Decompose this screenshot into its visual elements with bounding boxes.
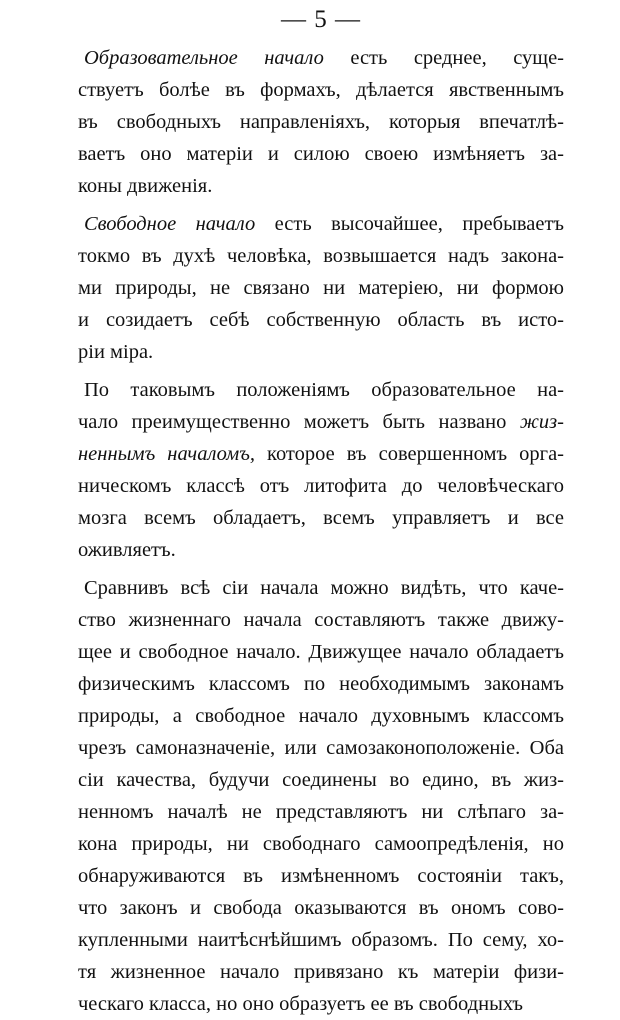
text-segment: токмо въ духѣ человѣка, возвышается надъ закона- bbox=[78, 245, 564, 267]
text-line bbox=[78, 304, 564, 336]
text-segment: чрезъ самоназначеніе, или самозаконоположеніе. Оба bbox=[78, 737, 564, 759]
text-segment: ріи міра. bbox=[78, 341, 154, 363]
text-line bbox=[78, 534, 564, 566]
text-line bbox=[78, 924, 564, 956]
text-segment: которое въ совершенномъ орга- bbox=[254, 443, 564, 465]
text-segment: въ свободныхъ направленіяхъ, которыя впечатлѣ- bbox=[78, 111, 564, 133]
text-line bbox=[78, 860, 564, 892]
text-line bbox=[78, 604, 564, 636]
text-line bbox=[78, 732, 564, 764]
paragraph bbox=[78, 572, 564, 1020]
text-line bbox=[78, 374, 564, 406]
italic-term: неннымъ началомъ, bbox=[78, 443, 255, 465]
text-line bbox=[78, 138, 564, 170]
text-line bbox=[78, 572, 564, 604]
text-segment: Сравнивъ всѣ сіи начала можно видѣть, что каче- bbox=[84, 577, 564, 599]
text-segment: ваетъ оно матеріи и силою своею измѣняетъ за- bbox=[78, 143, 564, 165]
text-line bbox=[78, 74, 564, 106]
text-line bbox=[78, 336, 564, 368]
text-line bbox=[78, 42, 564, 74]
text-line bbox=[78, 470, 564, 502]
text-segment: и созидаетъ себѣ собственную область въ исто- bbox=[78, 309, 564, 331]
text-segment: кона природы, ни свободнаго самоопредѣленія, но bbox=[78, 833, 564, 855]
text-line bbox=[78, 240, 564, 272]
text-segment: коны движенія. bbox=[78, 175, 213, 197]
text-line bbox=[78, 668, 564, 700]
text-segment: физическимъ классомъ по необходимымъ законамъ bbox=[78, 673, 564, 695]
text-line bbox=[78, 700, 564, 732]
text-segment: мозга всемъ обладаетъ, всемъ управляетъ и все bbox=[78, 507, 564, 529]
text-segment: сіи качества, будучи соединены во едино, въ жиз- bbox=[78, 769, 564, 791]
body-text bbox=[78, 42, 564, 1020]
italic-term: Свободное начало bbox=[84, 213, 256, 235]
text-line bbox=[78, 106, 564, 138]
text-line bbox=[78, 208, 564, 240]
text-segment: ческаго класса, но оно образуетъ ее въ свободныхъ bbox=[78, 993, 523, 1015]
text-line bbox=[78, 438, 564, 470]
text-segment: По таковымъ положеніямъ образовательное на- bbox=[84, 379, 564, 401]
text-segment: ство жизненнаго начала составляютъ также движу- bbox=[78, 609, 564, 631]
text-line bbox=[78, 988, 564, 1020]
text-segment: оживляетъ. bbox=[78, 539, 176, 561]
text-line bbox=[78, 956, 564, 988]
paragraph bbox=[78, 374, 564, 566]
text-segment: есть высочайшее, пребываетъ bbox=[255, 213, 565, 235]
text-line bbox=[78, 406, 564, 438]
text-line bbox=[78, 636, 564, 668]
text-segment: тя жизненное начало привязано къ матеріи физи- bbox=[78, 961, 564, 983]
text-segment: есть среднее, суще- bbox=[323, 47, 564, 69]
text-segment: ми природы, не связано ни матеріею, ни формою bbox=[78, 277, 564, 299]
text-segment: щее и свободное начало. Движущее начало обладаетъ bbox=[78, 641, 564, 663]
paragraph bbox=[78, 208, 564, 368]
text-segment: что законъ и свобода оказываются въ ономъ сово- bbox=[78, 897, 564, 919]
page-number: — 5 — bbox=[281, 6, 361, 33]
text-line bbox=[78, 828, 564, 860]
text-line bbox=[78, 170, 564, 202]
text-line bbox=[78, 272, 564, 304]
text-line bbox=[78, 502, 564, 534]
text-segment: ненномъ началѣ не представляютъ ни слѣпаго за- bbox=[78, 801, 564, 823]
text-segment: природы, а свободное начало духовнымъ классомъ bbox=[78, 705, 564, 727]
italic-term: жиз- bbox=[519, 411, 564, 433]
text-line bbox=[78, 764, 564, 796]
text-segment: ническомъ классѣ отъ литофита до человѣческаго bbox=[78, 475, 564, 497]
text-segment: ствуетъ болѣе въ формахъ, дѣлается явственнымъ bbox=[78, 79, 564, 101]
paragraph bbox=[78, 42, 564, 202]
text-segment: обнаруживаются въ измѣненномъ состояніи такъ, bbox=[78, 865, 564, 887]
text-segment: купленными наитѣснѣйшимъ образомъ. По сему, хо- bbox=[78, 929, 564, 951]
italic-term: Образовательное начало bbox=[84, 47, 324, 69]
text-line bbox=[78, 892, 564, 924]
text-line bbox=[78, 796, 564, 828]
text-segment: чало преимущественно можетъ быть названо bbox=[78, 411, 520, 433]
